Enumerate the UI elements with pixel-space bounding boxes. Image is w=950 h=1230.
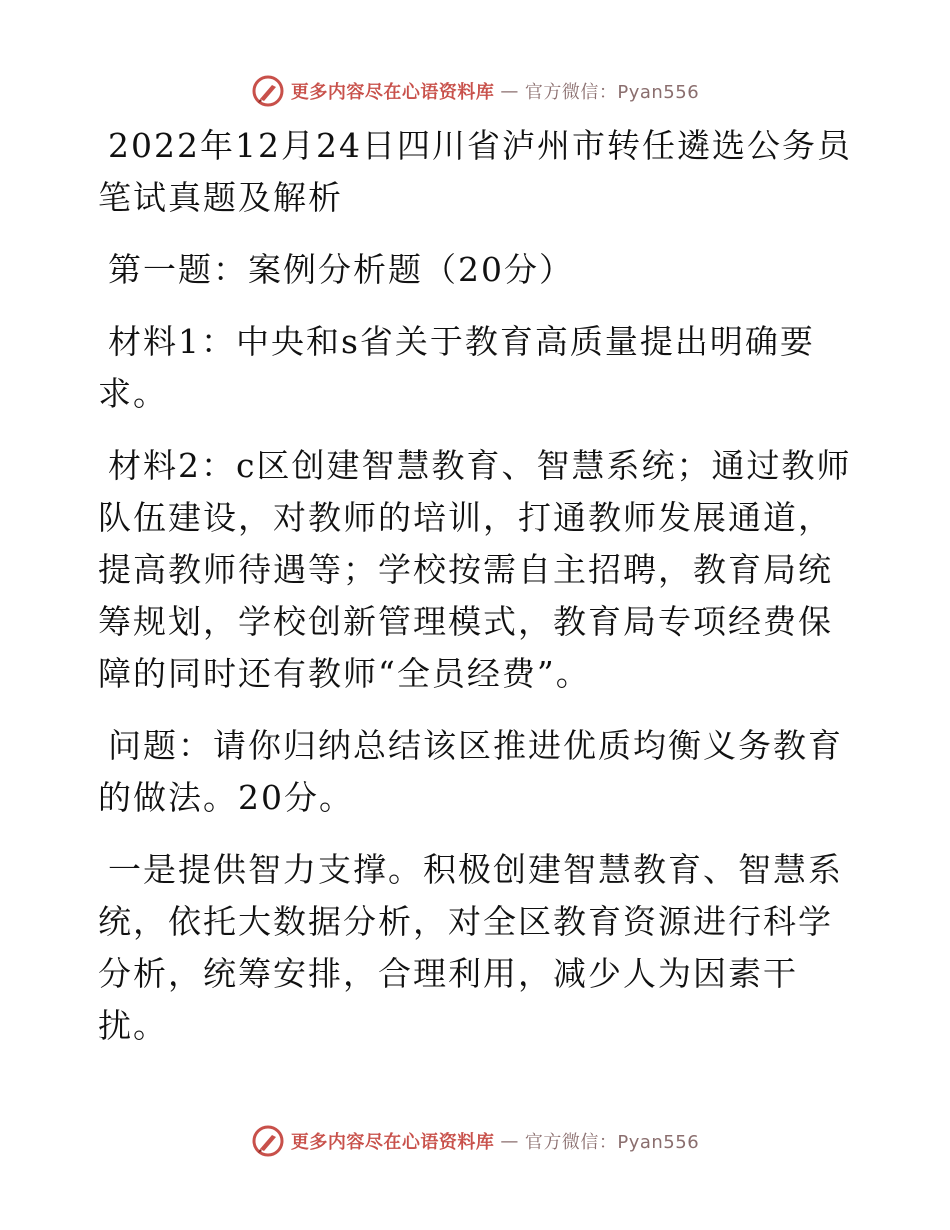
watermark-dash: — bbox=[500, 80, 519, 102]
answer-1-paragraph: 一是提供智力支撑。积极创建智慧教育、智慧系统，依托大数据分析，对全区教育资源进行科学分析，统筹安排，合理利用，减少人为因素干扰。 bbox=[98, 850, 843, 1045]
pen-circle-icon bbox=[251, 1124, 285, 1158]
footer-watermark bbox=[0, 1124, 950, 1158]
watermark-wechat-text: 官方微信：Pyan556 bbox=[524, 82, 700, 103]
watermark-site-text: 更多内容尽在心语资料库 bbox=[290, 82, 495, 103]
watermark-site-text: 更多内容尽在心语资料库 bbox=[290, 1132, 495, 1153]
watermark-dash: — bbox=[500, 1130, 519, 1152]
question-paragraph: 问题：请你归纳总结该区推进优质均衡义务教育的做法。20分。 bbox=[98, 726, 843, 817]
watermark-wechat-text: 官方微信：Pyan556 bbox=[524, 1132, 700, 1153]
material-2-paragraph: 材料2：c区创建智慧教育、智慧系统；通过教师队伍建设，对教师的培训，打通教师发展通道，提高教师待遇等；学校按需自主招聘，教育局统筹规划，学校创新管理模式，教育局专项经费保障的同时还有教师“全员经费”。 bbox=[98, 446, 852, 693]
document-title: 2022年12月24日四川省泸州市转任遴选公务员笔试真题及解析 bbox=[98, 126, 852, 217]
material-1-paragraph: 材料1：中央和s省关于教育高质量提出明确要求。 bbox=[98, 322, 815, 413]
section-heading: 第一题：案例分析题（20分） bbox=[108, 250, 574, 289]
document-body bbox=[98, 120, 858, 1072]
pen-circle-icon bbox=[251, 74, 285, 108]
header-watermark bbox=[0, 74, 950, 108]
